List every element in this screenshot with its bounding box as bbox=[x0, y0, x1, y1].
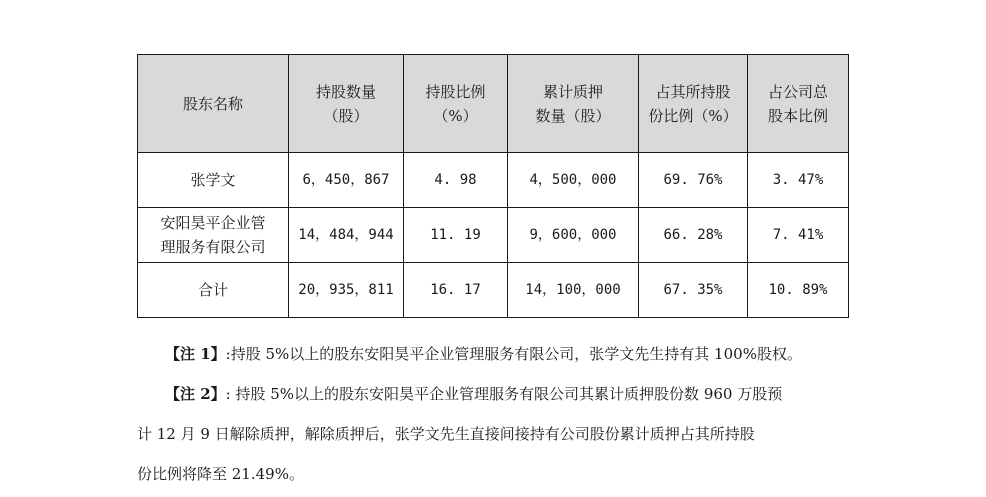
header-line: 数量（股） bbox=[535, 106, 611, 125]
pledge-table bbox=[137, 54, 849, 318]
note-1-tag: 【注 1】 bbox=[165, 345, 226, 363]
note-2-tag: 【注 2】 bbox=[165, 385, 226, 403]
note-2 bbox=[137, 374, 857, 414]
notes-section bbox=[137, 334, 857, 494]
cell-ratio-of-holdings: 69. 76% bbox=[639, 153, 748, 208]
header-line: 占其所持股 bbox=[655, 82, 731, 101]
header-line: 持股数量 bbox=[315, 82, 376, 101]
note-2-line-1: : 持股 5%以上的股东安阳昊平企业管理服务有限公司其累计质押股份数 960 万股预 bbox=[225, 385, 783, 403]
header-shareholder-name bbox=[138, 55, 289, 153]
cell-shareholder-name bbox=[138, 208, 289, 263]
cell-pledged-shares: 9，600，000 bbox=[508, 208, 639, 263]
header-line: 累计质押 bbox=[542, 82, 603, 101]
table-row-total bbox=[138, 263, 849, 318]
header-line: （股） bbox=[323, 106, 369, 125]
header-holding-ratio bbox=[404, 55, 508, 153]
table-row bbox=[138, 153, 849, 208]
header-line: 份比例（%） bbox=[648, 106, 738, 125]
cell-holding-ratio: 11. 19 bbox=[404, 208, 508, 263]
cell-ratio-of-total-capital: 7. 41% bbox=[748, 208, 849, 263]
cell-holding-ratio: 16. 17 bbox=[404, 263, 508, 318]
cell-ratio-of-total-capital: 3. 47% bbox=[748, 153, 849, 208]
header-pledged-shares bbox=[508, 55, 639, 153]
note-1-text: :持股 5%以上的股东安阳昊平企业管理服务有限公司，张学文先生持有其 100%股权。 bbox=[225, 345, 802, 363]
header-line: 占公司总 bbox=[767, 82, 828, 101]
header-line: （%） bbox=[433, 106, 478, 125]
cell-shareholder-name bbox=[138, 263, 289, 318]
name-line: 安阳昊平企业管 bbox=[160, 214, 266, 232]
cell-shareholder-name bbox=[138, 153, 289, 208]
table-row bbox=[138, 208, 849, 263]
header-line: 股本比例 bbox=[767, 106, 828, 125]
cell-ratio-of-holdings: 67. 35% bbox=[639, 263, 748, 318]
header-line: 股东名称 bbox=[182, 94, 243, 113]
note-1 bbox=[137, 334, 857, 374]
name-line: 理服务有限公司 bbox=[160, 238, 266, 256]
table-header-row bbox=[138, 55, 849, 153]
cell-pledged-shares: 4，500，000 bbox=[508, 153, 639, 208]
cell-holding-ratio: 4. 98 bbox=[404, 153, 508, 208]
header-shares-held bbox=[289, 55, 404, 153]
note-2-line-3: 份比例将降至 21.49%。 bbox=[137, 465, 304, 483]
cell-ratio-of-holdings: 66. 28% bbox=[639, 208, 748, 263]
name-line: 张学文 bbox=[190, 171, 236, 189]
header-line: 持股比例 bbox=[425, 82, 486, 101]
cell-shares-held: 20，935，811 bbox=[289, 263, 404, 318]
header-ratio-of-holdings bbox=[639, 55, 748, 153]
cell-shares-held: 6，450，867 bbox=[289, 153, 404, 208]
cell-shares-held: 14，484，944 bbox=[289, 208, 404, 263]
cell-ratio-of-total-capital: 10. 89% bbox=[748, 263, 849, 318]
cell-pledged-shares: 14，100，000 bbox=[508, 263, 639, 318]
header-ratio-of-total-capital bbox=[748, 55, 849, 153]
name-line: 合计 bbox=[197, 281, 228, 299]
note-2-line-2: 计 12 月 9 日解除质押，解除质押后，张学文先生直接间接持有公司股份累计质押占其所持股 bbox=[137, 425, 755, 443]
